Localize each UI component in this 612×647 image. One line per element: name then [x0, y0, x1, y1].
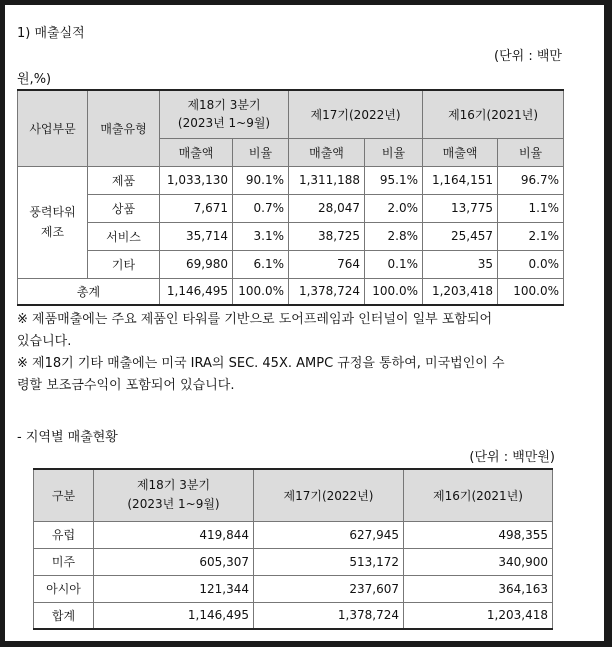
value-cell: 121,344 — [94, 575, 254, 602]
table-row — [18, 250, 564, 278]
value-cell: 95.1% — [365, 166, 423, 194]
header-business: 사업부문 — [18, 90, 88, 166]
note-2-line1: ※ 제18기 기타 매출에는 미국 IRA의 SEC. 45X. AMPC 규정을 통하여, 미국법인이 수 — [17, 356, 505, 371]
header-row — [34, 469, 553, 521]
total-row — [34, 602, 553, 629]
total-value: 100.0% — [233, 278, 289, 305]
value-cell: 25,457 — [423, 222, 498, 250]
header-amount: 매출액 — [423, 138, 498, 166]
region-label: 유럽 — [34, 521, 94, 548]
total-value: 1,203,418 — [404, 602, 553, 629]
note-1-line1: ※ 제품매출에는 주요 제품인 타워를 기반으로 도어프레임과 인터널이 일부 포함되어 — [17, 312, 493, 327]
value-cell: 1.1% — [498, 194, 564, 222]
value-cell: 1,164,151 — [423, 166, 498, 194]
value-cell: 364,163 — [404, 575, 553, 602]
value-cell: 2.8% — [365, 222, 423, 250]
header-ratio: 비율 — [365, 138, 423, 166]
value-cell: 0.7% — [233, 194, 289, 222]
value-cell: 0.1% — [365, 250, 423, 278]
type-cell: 상품 — [88, 194, 160, 222]
period-18-label: 제18기 3분기 — [187, 98, 261, 113]
total-value: 1,378,724 — [289, 278, 365, 305]
header-period-18 — [94, 469, 254, 521]
header-amount: 매출액 — [289, 138, 365, 166]
table-row — [34, 521, 553, 548]
business-cell — [18, 166, 88, 278]
header-period-17: 제17기(2022년) — [254, 469, 404, 521]
unit-label-2: (단위 : 백만원) — [469, 450, 555, 465]
value-cell: 605,307 — [94, 548, 254, 575]
value-cell: 90.1% — [233, 166, 289, 194]
table-row — [34, 548, 553, 575]
document-page — [5, 5, 604, 641]
value-cell: 340,900 — [404, 548, 553, 575]
unit-label-line1: (단위 : 백만 — [494, 49, 562, 64]
total-value: 1,378,724 — [254, 602, 404, 629]
table-row — [18, 166, 564, 194]
type-cell: 제품 — [88, 166, 160, 194]
value-cell: 35,714 — [160, 222, 233, 250]
value-cell: 13,775 — [423, 194, 498, 222]
business-line2: 제조 — [40, 225, 65, 239]
value-cell: 0.0% — [498, 250, 564, 278]
header-amount: 매출액 — [160, 138, 233, 166]
section-title: 1) 매출실적 — [17, 26, 85, 41]
header-type: 매출유형 — [88, 90, 160, 166]
header-ratio: 비율 — [498, 138, 564, 166]
total-value: 1,146,495 — [160, 278, 233, 305]
type-cell: 서비스 — [88, 222, 160, 250]
table-row — [18, 222, 564, 250]
total-label: 총계 — [18, 278, 160, 305]
total-value: 100.0% — [498, 278, 564, 305]
header-category: 구분 — [34, 469, 94, 521]
total-value: 1,203,418 — [423, 278, 498, 305]
period-18-label: 제18기 3분기 — [136, 478, 211, 493]
value-cell: 627,945 — [254, 521, 404, 548]
region-title: - 지역별 매출현황 — [17, 430, 118, 445]
header-period-16: 제16기(2021년) — [404, 469, 553, 521]
table-row — [34, 575, 553, 602]
region-sales-table — [33, 468, 553, 630]
value-cell: 764 — [289, 250, 365, 278]
region-label: 미주 — [34, 548, 94, 575]
notes — [17, 309, 597, 397]
value-cell: 237,607 — [254, 575, 404, 602]
value-cell: 513,172 — [254, 548, 404, 575]
value-cell: 2.1% — [498, 222, 564, 250]
value-cell: 96.7% — [498, 166, 564, 194]
table-row — [18, 194, 564, 222]
value-cell: 28,047 — [289, 194, 365, 222]
period-18-sub: (2023년 1~9월) — [127, 497, 220, 512]
value-cell: 498,355 — [404, 521, 553, 548]
value-cell: 7,671 — [160, 194, 233, 222]
total-value: 100.0% — [365, 278, 423, 305]
value-cell: 1,311,188 — [289, 166, 365, 194]
value-cell: 38,725 — [289, 222, 365, 250]
value-cell: 1,033,130 — [160, 166, 233, 194]
type-cell: 기타 — [88, 250, 160, 278]
value-cell: 419,844 — [94, 521, 254, 548]
value-cell: 2.0% — [365, 194, 423, 222]
header-period-18 — [160, 90, 289, 138]
total-value: 1,146,495 — [94, 602, 254, 629]
sales-table — [17, 89, 564, 306]
header-period-16: 제16기(2021년) — [423, 90, 564, 138]
business-line1: 풍력타워 — [29, 205, 76, 219]
value-cell: 6.1% — [233, 250, 289, 278]
period-18-sub: (2023년 1~9월) — [177, 116, 271, 131]
header-ratio: 비율 — [233, 138, 289, 166]
value-cell: 3.1% — [233, 222, 289, 250]
total-row — [18, 278, 564, 305]
header-row — [18, 90, 564, 138]
total-label: 합계 — [34, 602, 94, 629]
note-2-line2: 령할 보조금수익이 포함되어 있습니다. — [17, 378, 235, 393]
unit-label-line2: 원,%) — [17, 72, 52, 87]
header-period-17: 제17기(2022년) — [289, 90, 423, 138]
value-cell: 35 — [423, 250, 498, 278]
value-cell: 69,980 — [160, 250, 233, 278]
note-1-line2: 있습니다. — [17, 334, 72, 349]
region-label: 아시아 — [34, 575, 94, 602]
